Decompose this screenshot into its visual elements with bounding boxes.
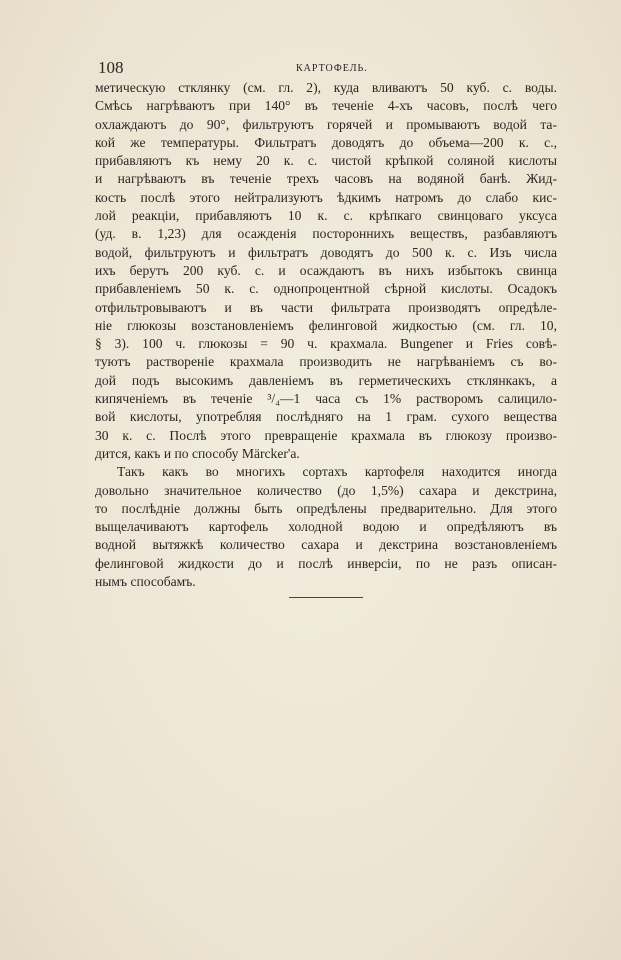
page-header	[98, 58, 558, 78]
text-line: выщелачиваютъ картофель холодной водою и опредѣляютъ въ	[95, 519, 557, 535]
text-line: дой подъ высокимъ давленіемъ въ герметическихъ стклянкакъ, а	[95, 372, 557, 388]
text-line: дится, какъ и по способу Märcker'a.	[95, 445, 300, 461]
section-separator	[289, 597, 363, 598]
text-line: фелинговой жидкости до и послѣ инверсіи, по не разъ описан-	[95, 555, 557, 571]
text-line: и нагрѣваютъ въ теченіе трехъ часовъ на водяной банѣ. Жид-	[95, 171, 557, 187]
text-line: лой реакціи, прибавляютъ 10 к. с. крѣпкаго свинцоваго уксуса	[95, 208, 557, 224]
text-line: отфильтровываютъ и въ части фильтрата производятъ опредѣле-	[95, 299, 557, 315]
text-line: водной вытяжкѣ количество сахара и декстрина возстановленіемъ	[95, 537, 557, 553]
running-title: КАРТОФЕЛЬ.	[296, 63, 368, 74]
text-line: кипяченіемъ въ теченіе ³/₄—1 часа съ 1% растворомъ салицило-	[95, 391, 557, 407]
text-line: вой кислоты, употребляя послѣдняго на 1 грам. сухого вещества	[95, 409, 557, 425]
text-line: прибавленіемъ 50 к. с. однопроцентной сѣрной кислоты. Осадокъ	[95, 281, 557, 297]
text-line: охлаждаютъ до 90°, фильтруютъ горячей и промываютъ водой та-	[95, 116, 557, 132]
text-line: Смѣсь нагрѣваютъ при 140° въ теченіе 4-хъ часовъ, послѣ чего	[95, 98, 557, 114]
text-line: § 3). 100 ч. глюкозы = 90 ч. крахмала. Bungener и Fries совѣ-	[95, 336, 557, 352]
text-line: кой же температуры. Фильтратъ доводятъ до объема—200 к. с.,	[95, 134, 557, 150]
paragraph	[95, 79, 557, 463]
text-line: Такъ какъ во многихъ сортахъ картофеля находится иногда	[117, 464, 557, 480]
text-line: ихъ берутъ 200 куб. с. и осаждаютъ въ нихъ избытокъ свинца	[95, 262, 557, 278]
body-text	[95, 79, 557, 591]
text-line: нымъ способамъ.	[95, 574, 196, 590]
text-line: то послѣдніе должны быть опредѣлены предварительно. Для этого	[95, 500, 557, 516]
text-line: прибавляютъ къ нему 20 к. с. чистой крѣпкой соляной кислоты	[95, 153, 557, 169]
page-number: 108	[98, 58, 124, 77]
text-line: кость послѣ этого нейтрализуютъ ѣдкимъ натромъ до слабо кис-	[95, 189, 557, 205]
text-line: (уд. в. 1,23) для осажденія постороннихъ веществъ, разбавляютъ	[95, 226, 557, 242]
text-line: ніе глюкозы возстановленіемъ фелинговой жидкостью (см. гл. 10,	[95, 317, 557, 333]
text-line: водой, фильтруютъ и фильтратъ доводятъ до 500 к. с. Изъ числа	[95, 244, 557, 260]
text-line: метическую стклянку (см. гл. 2), куда вливаютъ 50 куб. с. воды.	[95, 80, 557, 95]
text-line: довольно значительное количество (до 1,5%) сахара и декстрина,	[95, 482, 557, 498]
text-line: туютъ раствореніе крахмала производить не нагрѣваніемъ съ во-	[95, 354, 557, 370]
text-line: 30 к. с. Послѣ этого превращеніе крахмала въ глюкозу произво-	[95, 427, 557, 443]
paragraph	[95, 463, 557, 591]
